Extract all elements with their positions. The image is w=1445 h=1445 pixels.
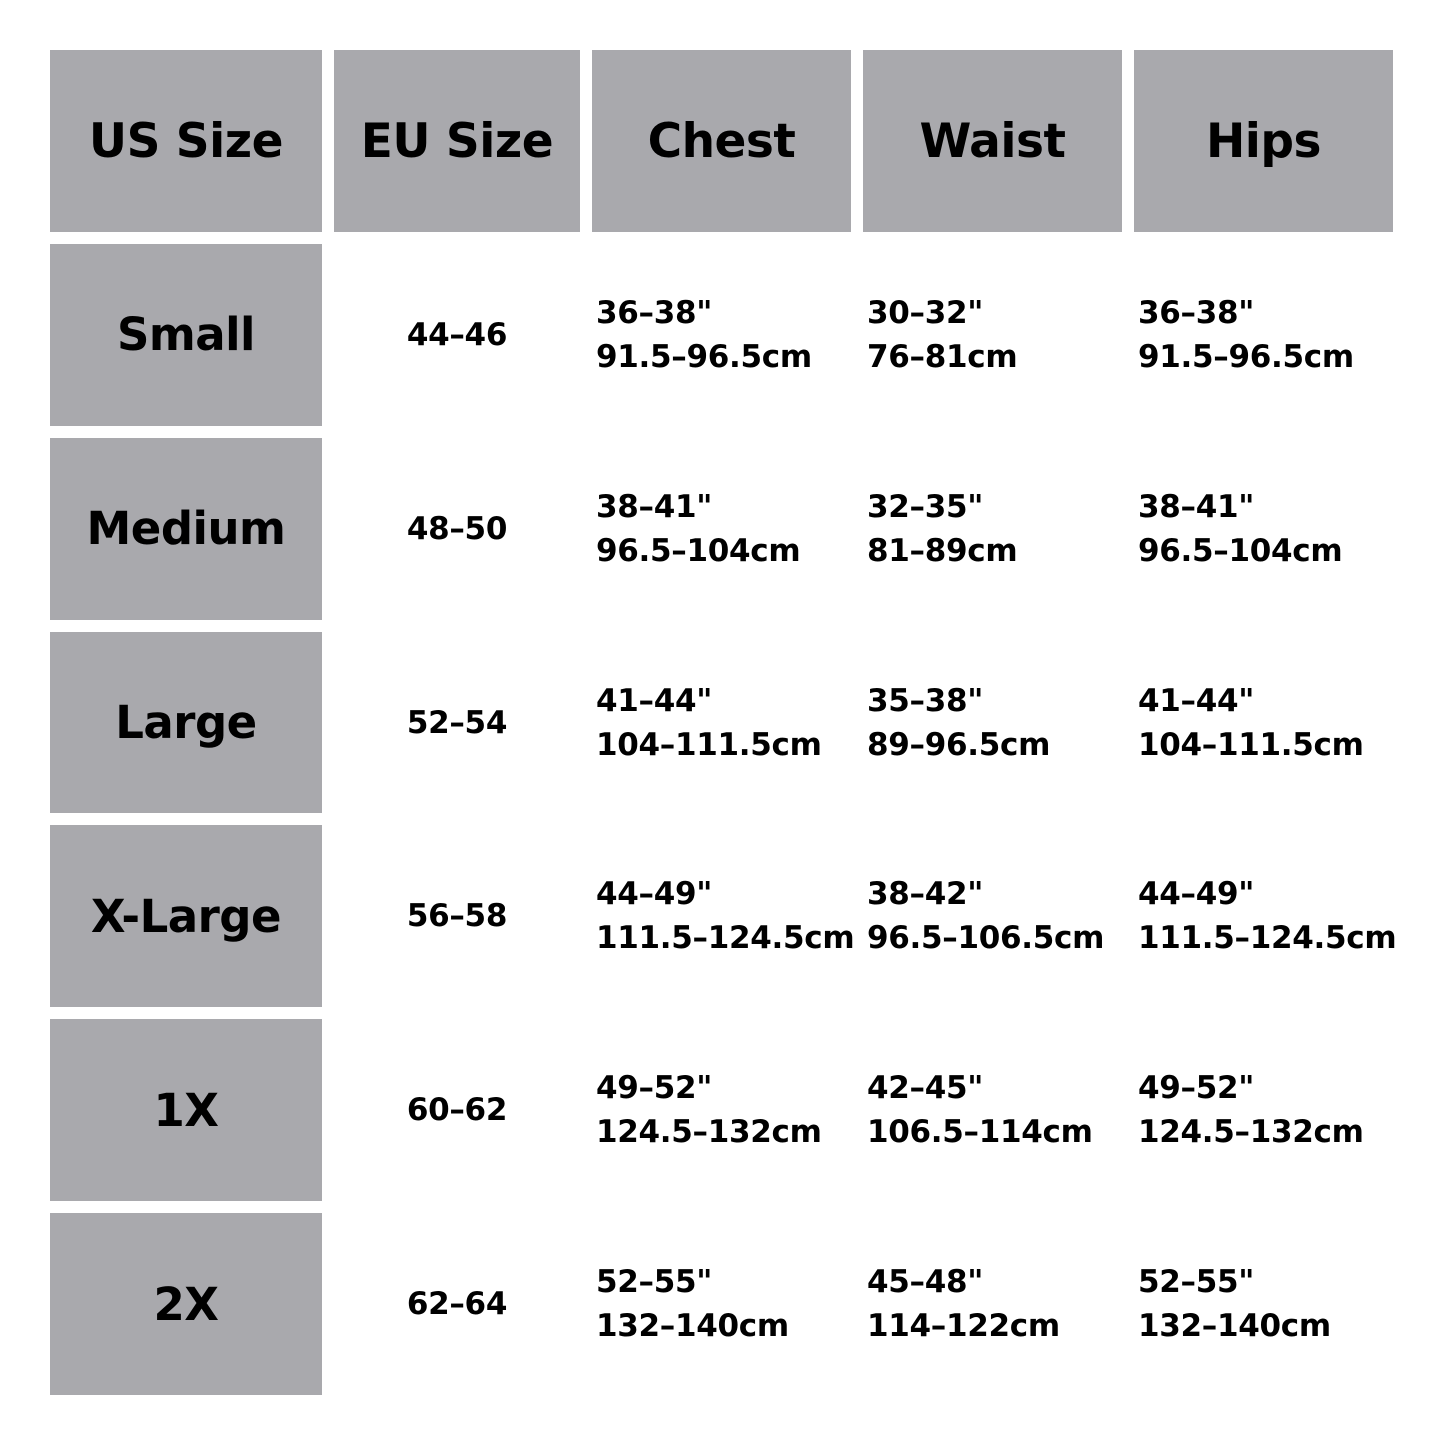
cell-hips xyxy=(1134,438,1393,620)
cell-us-size: 1X xyxy=(50,1019,322,1201)
hips-inches: 36–38" xyxy=(1137,294,1255,331)
cell-chest xyxy=(592,438,851,620)
cell-eu-size: 52–54 xyxy=(334,632,580,814)
hips-inches: 49–52" xyxy=(1137,1070,1255,1107)
table-row xyxy=(50,825,1393,1007)
chest-cm: 91.5–96.5cm xyxy=(595,338,812,375)
cell-hips xyxy=(1134,1019,1393,1201)
cell-eu-size: 62–64 xyxy=(334,1213,580,1395)
cell-us-size: X-Large xyxy=(50,825,322,1007)
cell-hips xyxy=(1134,1213,1393,1395)
hips-cm: 91.5–96.5cm xyxy=(1137,338,1354,375)
waist-inches: 45–48" xyxy=(866,1264,984,1301)
waist-inches: 42–45" xyxy=(866,1070,984,1107)
column-header-chest: Chest xyxy=(592,50,851,232)
waist-cm: 81–89cm xyxy=(866,532,1018,569)
hips-cm: 124.5–132cm xyxy=(1137,1114,1364,1151)
table-row xyxy=(50,1019,1393,1201)
cell-waist xyxy=(863,244,1122,426)
waist-inches: 35–38" xyxy=(866,682,984,719)
hips-cm: 104–111.5cm xyxy=(1137,726,1364,763)
hips-cm: 111.5–124.5cm xyxy=(1137,920,1397,957)
hips-inches: 38–41" xyxy=(1137,488,1255,525)
column-header-hips: Hips xyxy=(1134,50,1393,232)
cell-chest xyxy=(592,1019,851,1201)
chest-inches: 44–49" xyxy=(595,876,713,913)
cell-waist xyxy=(863,1019,1122,1201)
table-body xyxy=(50,244,1397,1395)
cell-hips xyxy=(1134,632,1393,814)
cell-chest xyxy=(592,244,851,426)
waist-inches: 38–42" xyxy=(866,876,984,913)
header-row xyxy=(50,50,1393,232)
chest-inches: 49–52" xyxy=(595,1070,713,1107)
waist-cm: 106.5–114cm xyxy=(866,1114,1093,1151)
waist-cm: 76–81cm xyxy=(866,338,1018,375)
cell-chest xyxy=(592,825,855,1007)
cell-waist xyxy=(863,438,1122,620)
chest-cm: 124.5–132cm xyxy=(595,1114,822,1151)
cell-waist xyxy=(863,632,1122,814)
table-row xyxy=(50,438,1393,620)
cell-chest xyxy=(592,1213,851,1395)
hips-cm: 96.5–104cm xyxy=(1137,532,1343,569)
hips-cm: 132–140cm xyxy=(1137,1308,1331,1345)
cell-eu-size: 56–58 xyxy=(334,825,580,1007)
cell-hips xyxy=(1134,825,1397,1007)
column-header-eu-size: EU Size xyxy=(334,50,580,232)
waist-inches: 30–32" xyxy=(866,294,984,331)
chest-inches: 41–44" xyxy=(595,682,713,719)
waist-cm: 96.5–106.5cm xyxy=(866,920,1105,957)
chest-cm: 96.5–104cm xyxy=(595,532,801,569)
chest-inches: 38–41" xyxy=(595,488,713,525)
chest-cm: 111.5–124.5cm xyxy=(595,920,855,957)
hips-inches: 52–55" xyxy=(1137,1264,1255,1301)
cell-hips xyxy=(1134,244,1393,426)
cell-eu-size: 44–46 xyxy=(334,244,580,426)
chest-inches: 52–55" xyxy=(595,1264,713,1301)
cell-us-size: Small xyxy=(50,244,322,426)
cell-waist xyxy=(863,825,1122,1007)
table-row xyxy=(50,632,1393,814)
hips-inches: 44–49" xyxy=(1137,876,1255,913)
table-row xyxy=(50,1213,1393,1395)
cell-chest xyxy=(592,632,851,814)
hips-inches: 41–44" xyxy=(1137,682,1255,719)
table-row xyxy=(50,244,1393,426)
chest-inches: 36–38" xyxy=(595,294,713,331)
cell-us-size: Large xyxy=(50,632,322,814)
chest-cm: 104–111.5cm xyxy=(595,726,822,763)
cell-us-size: Medium xyxy=(50,438,322,620)
cell-waist xyxy=(863,1213,1122,1395)
cell-eu-size: 60–62 xyxy=(334,1019,580,1201)
waist-cm: 89–96.5cm xyxy=(866,726,1051,763)
cell-us-size: 2X xyxy=(50,1213,322,1395)
waist-cm: 114–122cm xyxy=(866,1308,1060,1345)
column-header-waist: Waist xyxy=(863,50,1122,232)
cell-eu-size: 48–50 xyxy=(334,438,580,620)
waist-inches: 32–35" xyxy=(866,488,984,525)
column-header-us-size: US Size xyxy=(50,50,322,232)
table-header xyxy=(50,50,1393,232)
chest-cm: 132–140cm xyxy=(595,1308,789,1345)
size-chart-table xyxy=(38,38,1405,1407)
